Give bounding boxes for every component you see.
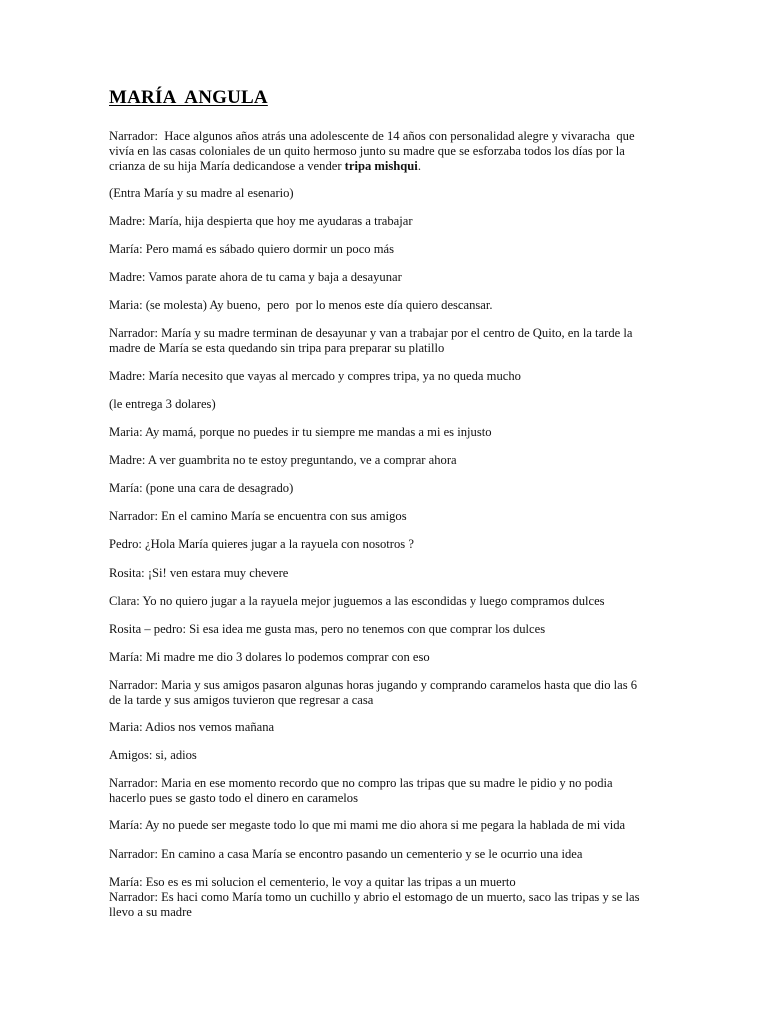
dialogue-line: Maria: Ay mamá, porque no puedes ir tu siempre me mandas a mi es injusto <box>109 425 492 439</box>
narration-line: Narrador: En camino a casa María se encontro pasando un cementerio y se le ocurrio una idea <box>109 847 583 861</box>
dialogue-line: Clara: Yo no quiero jugar a la rayuela mejor juguemos a las escondidas y luego compramos dulces <box>109 594 605 608</box>
dialogue-narration-block <box>109 875 657 920</box>
dialogue-line: Rosita – pedro: Si esa idea me gusta mas, pero no tenemos con que comprar los dulces <box>109 622 546 636</box>
document-title: MARÍA ANGULA <box>109 87 268 108</box>
narration-line: madre de María se esta quedando sin tripa para preparar su platillo <box>109 341 445 355</box>
intro-paragraph <box>109 129 657 174</box>
narration-line: Narrador: María y su madre terminan de desayunar y van a trabajar por el centro de Quito, en la tarde la <box>109 326 633 340</box>
narration-paragraph <box>109 776 657 806</box>
intro-line-2: vivía en las casas coloniales de un quito hermoso junto su madre que se esforzaba todos los días por la <box>109 144 625 158</box>
dialogue-line: María: Pero mamá es sábado quiero dormir un poco más <box>109 242 395 256</box>
dialogue-line: Maria: Adios nos vemos mañana <box>109 720 275 734</box>
dialogue-line: Pedro: ¿Hola María quieres jugar a la rayuela con nosotros ? <box>109 537 414 551</box>
dialogue-line: Amigos: si, adios <box>109 748 197 762</box>
stage-direction: (Entra María y su madre al esenario) <box>109 186 294 200</box>
dialogue-line: María: Ay no puede ser megaste todo lo que mi mami me dio ahora si me pegara la hablada de mi vida <box>109 818 626 832</box>
dialogue-line: María: Mi madre me dio 3 dolares lo podemos comprar con eso <box>109 650 430 664</box>
dialogue-line: Maria: (se molesta) Ay bueno, pero por lo menos este día quiero descansar. <box>109 298 493 312</box>
stage-direction: (le entrega 3 dolares) <box>109 397 216 411</box>
dialogue-line: María: (pone una cara de desagrado) <box>109 481 294 495</box>
dialogue-line: María: Eso es es mi solucion el cementerio, le voy a quitar las tripas a un muerto <box>109 875 516 889</box>
dialogue-line: Madre: María, hija despierta que hoy me ayudaras a trabajar <box>109 214 413 228</box>
narration-paragraph <box>109 678 657 708</box>
narration-line: Narrador: En el camino María se encuentra con sus amigos <box>109 509 407 523</box>
dialogue-line: Madre: A ver guambrita no te estoy preguntando, ve a comprar ahora <box>109 453 457 467</box>
narration-paragraph <box>109 326 657 356</box>
intro-line-3-prefix: crianza de su hija María dedicandose a vender <box>109 159 345 173</box>
intro-line-1: Narrador: Hace algunos años atrás una adolescente de 14 años con personalidad alegre y vivaracha que <box>109 129 635 143</box>
dialogue-line: Madre: María necesito que vayas al mercado y compres tripa, ya no queda mucho <box>109 369 521 383</box>
narration-line: hacerlo pues se gasto todo el dinero en caramelos <box>109 791 358 805</box>
dialogue-line: Madre: Vamos parate ahora de tu cama y baja a desayunar <box>109 270 402 284</box>
narration-line: Narrador: Maria y sus amigos pasaron algunas horas jugando y comprando caramelos hasta que dio las 6 <box>109 678 638 692</box>
narration-line: de la tarde y sus amigos tuvieron que regresar a casa <box>109 693 374 707</box>
narration-line: Narrador: Es haci como María tomo un cuchillo y abrio el estomago de un muerto, saco las tripas y se las <box>109 890 640 904</box>
intro-line-3-bold: tripa mishqui <box>344 159 418 173</box>
dialogue-line: Rosita: ¡Si! ven estara muy chevere <box>109 566 289 580</box>
narration-line: Narrador: Maria en ese momento recordo que no compro las tripas que su madre le pidio y no podia <box>109 776 613 790</box>
narration-line: llevo a su madre <box>109 905 192 919</box>
intro-line-3-suffix: . <box>417 159 421 173</box>
